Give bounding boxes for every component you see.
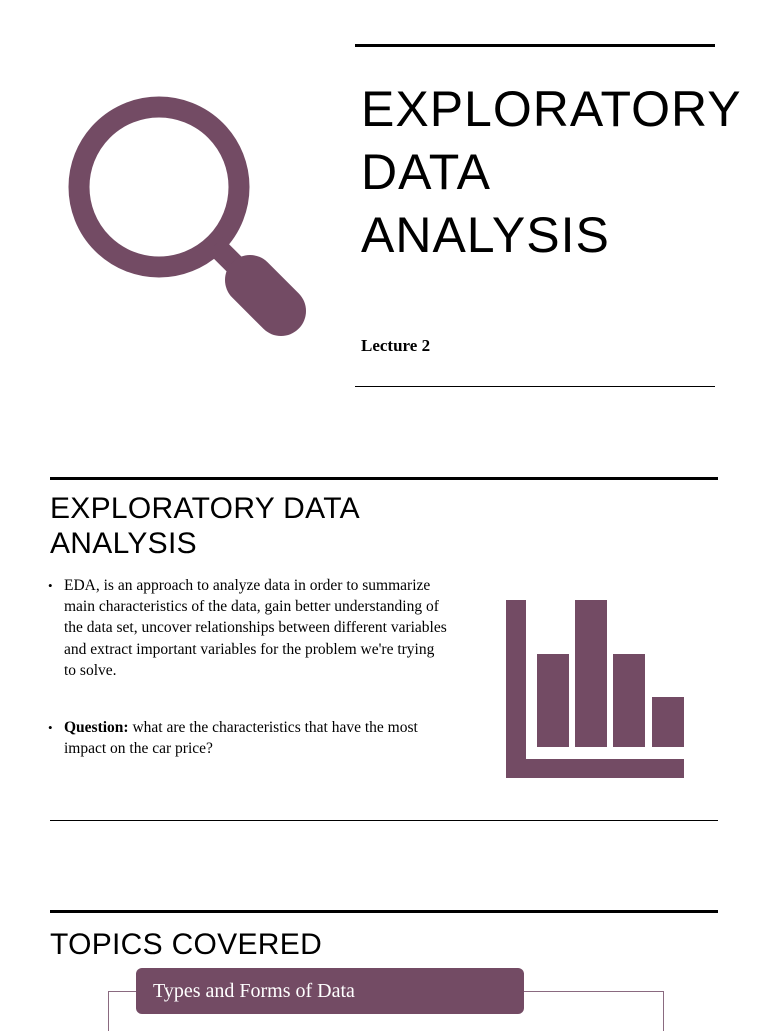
- slide1-top-rule: [355, 44, 715, 47]
- slide3-title: TOPICS COVERED: [50, 928, 323, 961]
- bullet-item-2-bold: Question:: [64, 719, 129, 737]
- bullet-item-1: [48, 575, 448, 681]
- slide2-title: EXPLORATORY DATA ANALYSIS: [50, 492, 359, 560]
- slide1-title-line-3: ANALYSIS: [361, 207, 610, 263]
- search-icon: [68, 96, 308, 338]
- topic-item-1: Types and Forms of Data: [136, 968, 524, 1014]
- slide3-top-rule: [50, 910, 718, 913]
- bullet-item-2: [48, 717, 448, 759]
- bullet-item-1-text: EDA, is an approach to analyze data in order to summarize main characteristics of the data, gain better understanding of the data set, uncover relationships between different variables and extract important variables for the problem we're trying to solve.: [64, 577, 447, 679]
- slide1-subtitle: Lecture 2: [361, 336, 431, 355]
- bullet-item-2-text: what are the characteristics that have the most impact on the car price?: [64, 719, 418, 758]
- slide2-top-rule: [50, 477, 718, 480]
- slide1-title-line-2: DATA: [361, 144, 491, 200]
- slide1-title-line-1: EXPLORATORY: [361, 81, 742, 137]
- slide2-bottom-rule: [50, 820, 718, 821]
- slide1-bottom-rule: [355, 386, 715, 387]
- slide2-bullet-list: [48, 575, 448, 759]
- slide1-title: [361, 78, 742, 267]
- bar-chart-icon: [506, 600, 686, 778]
